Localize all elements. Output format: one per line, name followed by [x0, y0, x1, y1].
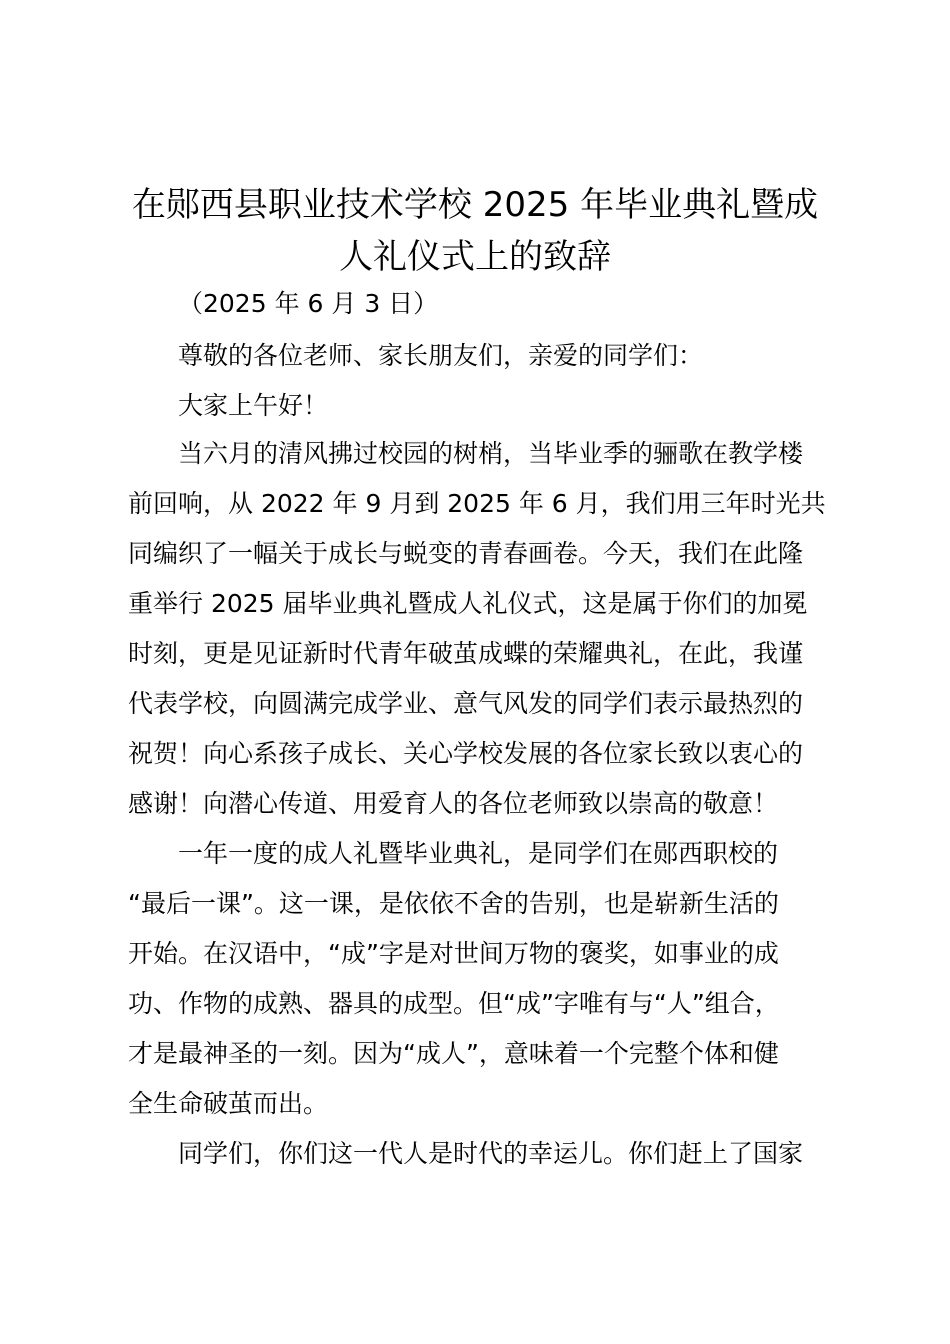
greeting: 大家上午好！	[178, 391, 329, 420]
paragraph-line: 当六月的清风拂过校园的树梢，当毕业季的骊歌在教学楼	[178, 439, 804, 468]
paragraph-line: 祝贺！向心系孩子成长、关心学校发展的各位家长致以衷心的	[128, 739, 804, 768]
salutation: 尊敬的各位老师、家长朋友们，亲爱的同学们：	[178, 341, 704, 370]
paragraph-line: 代表学校，向圆满完成学业、意气风发的同学们表示最热烈的	[128, 689, 804, 718]
document-title-line-1: 在郧西县职业技术学校 2025 年毕业典礼暨成	[131, 185, 819, 225]
paragraph-line: 前回响，从 2022 年 9 月到 2025 年 6 月，我们用三年时光共	[128, 489, 826, 518]
paragraph-line: 同编织了一幅关于成长与蜕变的青春画卷。今天，我们在此隆	[128, 539, 804, 568]
paragraph-line: 开始。在汉语中，“成”字是对世间万物的褒奖，如事业的成	[128, 939, 779, 968]
paragraph-line: 全生命破茧而出。	[128, 1089, 329, 1118]
paragraph-line: 重举行 2025 届毕业典礼暨成人礼仪式，这是属于你们的加冕	[128, 589, 808, 618]
paragraph-line: 一年一度的成人礼暨毕业典礼，是同学们在郧西职校的	[178, 839, 779, 868]
paragraph-line: 功、作物的成熟、器具的成型。但“成”字唯有与“人”组合，	[128, 989, 780, 1018]
paragraph-line: 时刻，更是见证新时代青年破茧成蝶的荣耀典礼，在此，我谨	[128, 639, 804, 668]
paragraph-line: 才是最神圣的一刻。因为“成人”，意味着一个完整个体和健	[128, 1039, 779, 1068]
paragraph-line: 同学们，你们这一代人是时代的幸运儿。你们赶上了国家	[178, 1139, 804, 1168]
paragraph-line: “最后一课”。这一课，是依依不舍的告别，也是崭新生活的	[128, 889, 779, 918]
document-title-line-2: 人礼仪式上的致辞	[339, 237, 611, 277]
paragraph-line: 感谢！向潜心传道、用爱育人的各位老师致以崇高的敬意！	[128, 789, 779, 818]
document-date: （2025 年 6 月 3 日）	[178, 289, 439, 318]
